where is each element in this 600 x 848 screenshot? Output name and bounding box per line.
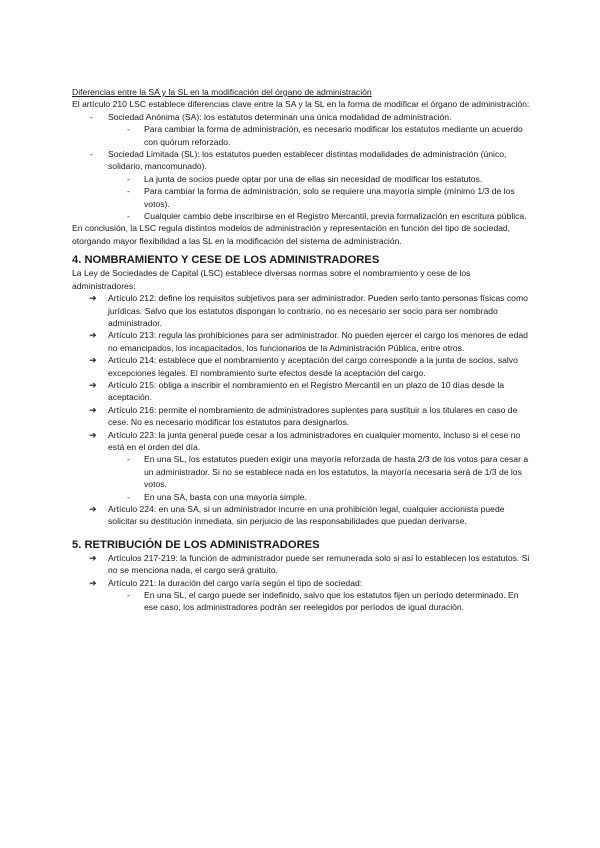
sub-list-item	[72, 123, 530, 148]
dash-bullet: -	[127, 173, 130, 184]
list-item	[72, 552, 530, 577]
list-item	[72, 329, 530, 354]
arrow-bullet-icon: ➔	[89, 577, 97, 588]
sub-list-item-text: En una SL, los estatutos pueden exigir una mayoría reforzada de hasta 2/3 de los votos para cesar a un administrador. Si no se establece nada en los estatutos, la mayoría necesaria será de 1/3 de los votos.	[144, 454, 529, 490]
list-item-text: Artículo 212: define los requisitos subjetivos para ser administrador. Pueden serlo tanto personas físicas como jurídicas. Salvo que los estatutos dispongan lo contrario, no es necesario ser socio para ser nombrado administrador.	[108, 293, 528, 328]
arrow-bullet-icon: ➔	[89, 293, 97, 304]
list-item	[72, 379, 530, 404]
dash-bullet: -	[90, 111, 93, 122]
sub-list-item	[72, 589, 530, 614]
sub-list-item-text: Para cambiar la forma de administración, es necesario modificar los estatutos mediante un acuerdo con quórum reforzado.	[144, 124, 523, 147]
arrow-bullet-icon: ➔	[89, 379, 97, 390]
dash-bullet: -	[127, 454, 130, 465]
list-item	[72, 148, 530, 173]
list-item-text: Artículo 214: establece que el nombramiento y aceptación del cargo corresponde a la junta de socios, salvo excepciones legales. El nombramiento surte efectos desde la aceptación del cargo.	[108, 355, 518, 378]
arrow-bullet-icon: ➔	[89, 504, 97, 514]
dash-bullet: -	[127, 590, 130, 601]
list-item	[72, 354, 530, 379]
sub-list-item-text: Para cambiar la forma de administración, solo se requiere una mayoría simple (mínimo 1/3 de los votos).	[144, 186, 515, 209]
list-item	[72, 429, 530, 454]
document-content	[72, 86, 530, 614]
list-item-text: Artículo 216: permite el nombramiento de administradores suplentes para sustituir a los titulares en caso de cese. No es necesario modificar los estatutos para designarlos.	[108, 404, 518, 428]
arrow-bullet-icon: ➔	[89, 429, 97, 440]
list-item	[72, 292, 530, 329]
sub-list-item-text: En una SL, el cargo puede ser indefinido, salvo que los estatutos fijen un período determinado. En ese caso, los administradores podrán ser reelegidos por períodos de igual duración.	[144, 590, 519, 613]
sub-list-item-text: La junta de socios puede optar por una de ellas sin necesidad de modificar los estatutos.	[144, 173, 483, 184]
arrow-bullet-icon: ➔	[89, 355, 97, 366]
dash-bullet: -	[90, 149, 93, 160]
list-item-text: Artículos 217-219: la función de administrador puede ser remunerada solo si así lo establecen los estatutos. Si no se menciona nada, el cargo será gratuito.	[108, 552, 530, 576]
section-title: 5. RETRIBUCIÓN DE LOS ADMINISTRADORES	[72, 538, 320, 551]
list-item-text: Artículo 215: obliga a inscribir el nombramiento en el Registro Mercantil en un plazo de 10 días desde la aceptación.	[108, 379, 505, 403]
dash-bullet: -	[127, 491, 130, 502]
sub-list-item	[72, 185, 530, 210]
list-item	[72, 404, 530, 429]
list-item-text: Sociedad Anónima (SA): los estatutos determinan una única modalidad de administración.	[108, 111, 452, 122]
list-item	[72, 111, 530, 123]
list-item-text: Artículo 221: la duración del cargo varía según el tipo de sociedad:	[108, 577, 363, 588]
list-item	[72, 577, 530, 589]
list-item-text: Artículo 213: regula las prohibiciones para ser administrador. No pueden ejercer el cargo los menores de edad no emancipados, los incapacitados, los funcionarios de la Administración Pública, entre otros.	[108, 330, 528, 353]
sub-list-item	[72, 491, 530, 503]
arrow-bullet-icon: ➔	[89, 330, 97, 341]
paragraph-conclusion: En conclusión, la LSC regula distintos modelos de administración y representación en función del tipo de sociedad, otorgando mayor flexibilidad a las SL en la modificación del sistema de administración.	[72, 223, 511, 246]
list-item	[72, 503, 530, 528]
list-item-text: Artículo 224: en una SA, si un administrador incurre en una prohibición legal, cualquier accionista puede solicitar su destitución inmediata, sin perjuicio de las responsabilidades que puedan derivarse.	[108, 504, 505, 527]
sub-list-item	[72, 173, 530, 185]
section-sa-sl	[72, 86, 530, 247]
sub-list-item	[72, 210, 530, 222]
dash-bullet: -	[127, 124, 130, 135]
list-item-text: Sociedad Limitada (SL): los estatutos pueden establecer distintas modalidades de administración (único, solidario, mancomunado).	[108, 149, 507, 172]
section-5	[72, 538, 530, 614]
arrow-bullet-icon: ➔	[89, 552, 97, 563]
sub-list-item-text: Cualquier cambio debe inscribirse en el Registro Mercantil, previa formalización en escritura pública.	[144, 211, 527, 222]
paragraph-intro: El artículo 210 LSC establece diferencias clave entre la SA y la SL en la forma de modificar el órgano de administración:	[72, 99, 530, 110]
section-4	[72, 253, 530, 528]
dash-bullet: -	[127, 186, 130, 197]
sub-list-item	[72, 453, 530, 490]
list-item-text: Artículo 223: la junta general puede cesar a los administradores en cualquier momento, incluso si el cese no está en el orden del día.	[108, 429, 521, 452]
section-title: 4. NOMBRAMIENTO Y CESE DE LOS ADMINISTRADORES	[72, 254, 380, 267]
sub-list-item-text: En una SA, basta con una mayoría simple.	[144, 491, 307, 502]
paragraph-intro: La Ley de Sociedades de Capital (LSC) establece diversas normas sobre el nombramiento y cese de los administradores:	[72, 268, 471, 291]
subsection-heading: Diferencias entre la SA y la SL en la modificación del órgano de administración	[72, 87, 372, 97]
arrow-bullet-icon: ➔	[89, 404, 97, 415]
dash-bullet: -	[127, 211, 130, 222]
